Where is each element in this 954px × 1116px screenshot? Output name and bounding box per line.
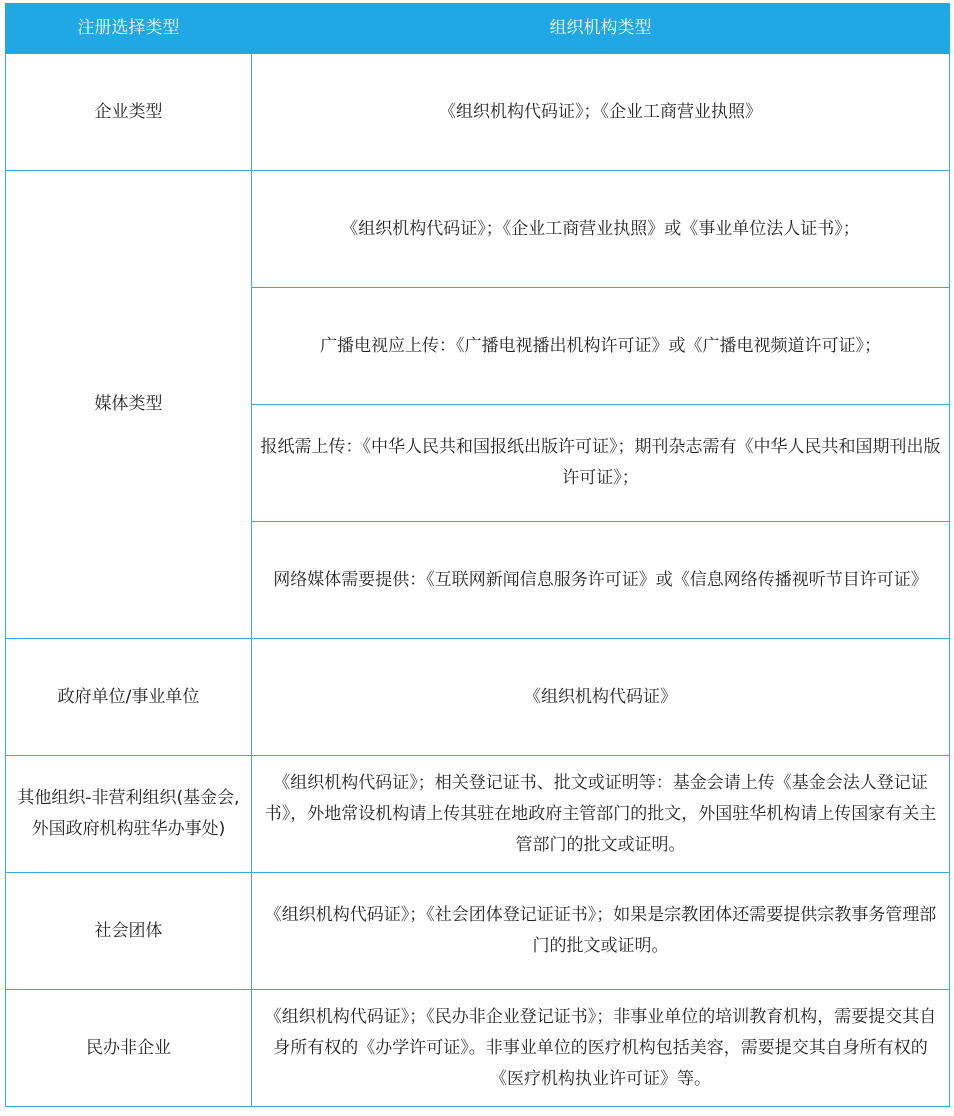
registration-type-table xyxy=(5,3,950,1107)
cell-docs-private-nonenterprise: 《组织机构代码证》；《民办非企业登记证书》；非事业单位的培训教育机构，需要提交其自身所有权的《办学许可证》。非事业单位的医疗机构包括美容，需要提交其自身所有权的《医疗机构执业许可证》等。 xyxy=(252,990,950,1107)
table-row xyxy=(6,639,950,756)
cell-docs-enterprise: 《组织机构代码证》；《企业工商营业执照》 xyxy=(252,54,950,171)
cell-type-government: 政府单位/事业单位 xyxy=(6,639,252,756)
header-registration-type: 注册选择类型 xyxy=(6,4,252,54)
cell-docs-media-broadcast: 广播电视应上传：《广播电视播出机构许可证》或《广播电视频道许可证》； xyxy=(252,288,950,405)
cell-docs-media-general: 《组织机构代码证》；《企业工商营业执照》或《事业单位法人证书》； xyxy=(252,171,950,288)
header-organization-type: 组织机构类型 xyxy=(252,4,950,54)
cell-type-nonprofit: 其他组织-非营利组织(基金会,外国政府机构驻华办事处) xyxy=(6,756,252,873)
table-row xyxy=(6,756,950,873)
table-row xyxy=(6,171,950,288)
cell-type-private-nonenterprise: 民办非企业 xyxy=(6,990,252,1107)
cell-docs-government: 《组织机构代码证》 xyxy=(252,639,950,756)
table-header-row xyxy=(6,4,950,54)
cell-docs-nonprofit: 《组织机构代码证》；相关登记证书、批文或证明等：基金会请上传《基金会法人登记证书》，外地常设机构请上传其驻在地政府主管部门的批文，外国驻华机构请上传国家有关主管部门的批文或证明。 xyxy=(252,756,950,873)
table-row xyxy=(6,54,950,171)
table-row xyxy=(6,990,950,1107)
cell-type-media: 媒体类型 xyxy=(6,171,252,639)
cell-docs-media-online: 网络媒体需要提供：《互联网新闻信息服务许可证》或《信息网络传播视听节目许可证》 xyxy=(252,522,950,639)
table-row xyxy=(6,873,950,990)
cell-type-enterprise: 企业类型 xyxy=(6,54,252,171)
cell-docs-social-group: 《组织机构代码证》；《社会团体登记证证书》；如果是宗教团体还需要提供宗教事务管理部门的批文或证明。 xyxy=(252,873,950,990)
cell-docs-media-print: 报纸需上传：《中华人民共和国报纸出版许可证》；期刊杂志需有《中华人民共和国期刊出版许可证》； xyxy=(252,405,950,522)
cell-type-social-group: 社会团体 xyxy=(6,873,252,990)
